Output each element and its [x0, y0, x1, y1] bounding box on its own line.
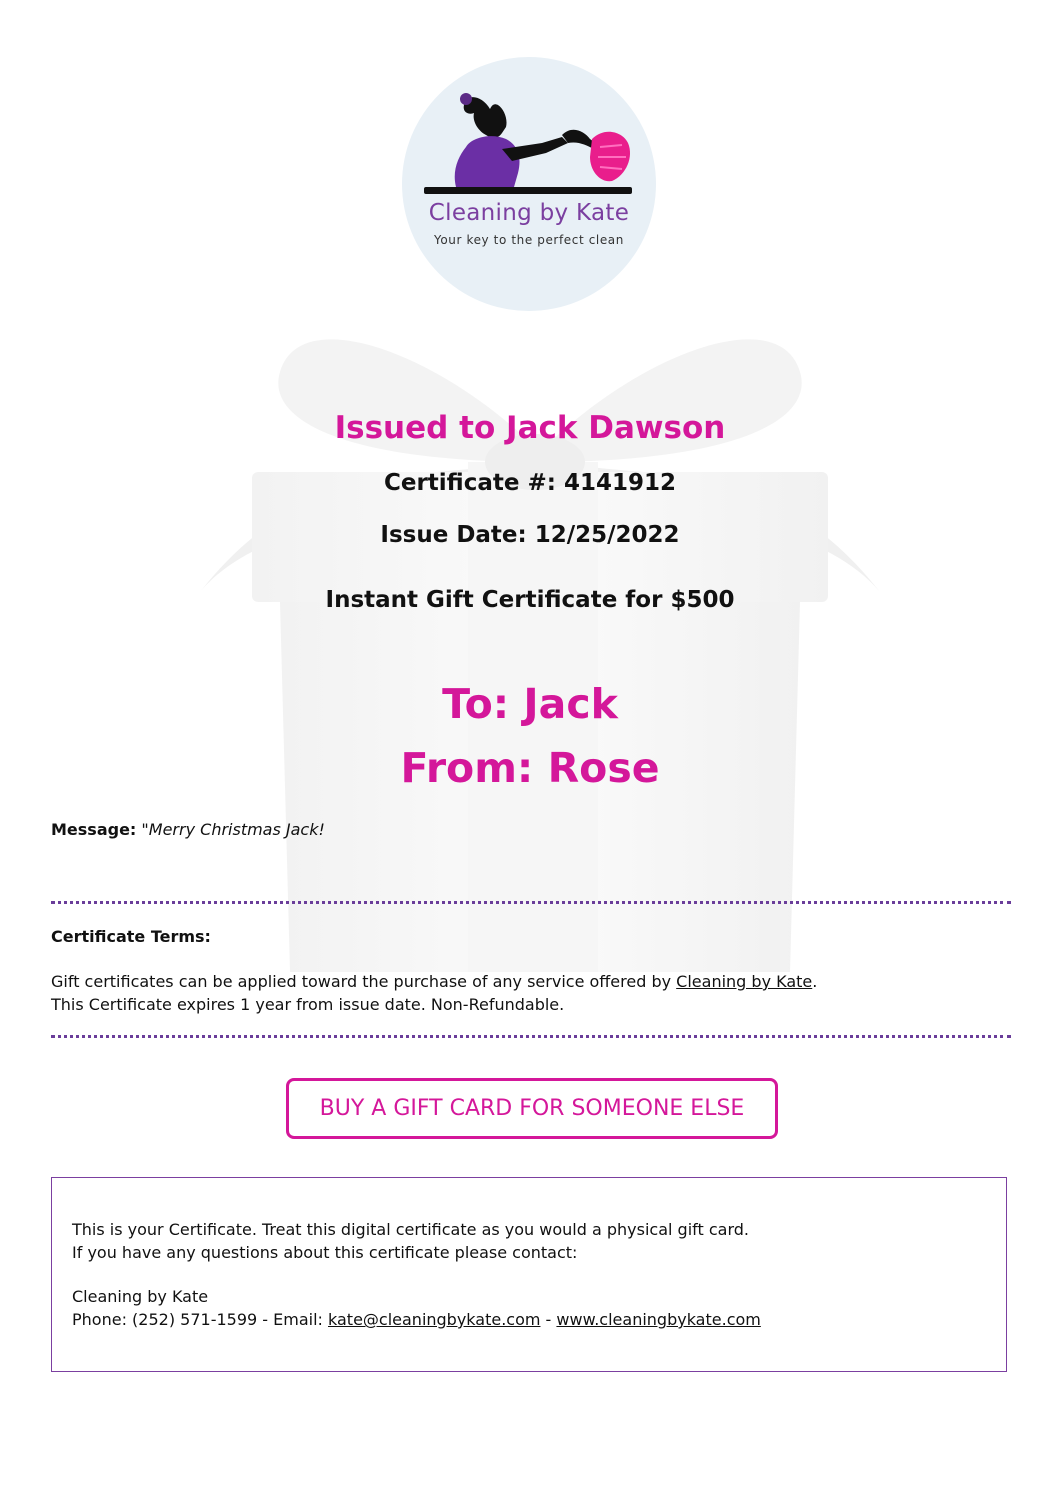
buy-gift-card-button[interactable]: BUY A GIFT CARD FOR SOMEONE ELSE	[286, 1078, 778, 1139]
certificate-number: Certificate #: 4141912	[383, 470, 676, 496]
from-sender: From: Rose	[400, 744, 660, 792]
company-logo	[402, 57, 656, 311]
terms-line-2: This Certificate expires 1 year from issue date. Non-Refundable.	[51, 995, 565, 1014]
terms-line-1-text: Gift certificates can be applied toward the purchase of any service offered by	[51, 972, 677, 991]
to-recipient: To: Jack	[442, 680, 618, 728]
company-link[interactable]: Cleaning by Kate	[676, 972, 813, 991]
info-line-2: If you have any questions about this certificate please contact:	[72, 1243, 578, 1262]
terms-line-1	[51, 970, 817, 993]
divider	[51, 1035, 1011, 1038]
divider	[51, 901, 1011, 904]
separator: -	[540, 1310, 557, 1329]
website-link[interactable]: www.cleaningbykate.com	[556, 1310, 761, 1329]
cleaning-lady-icon	[422, 87, 637, 202]
terms-line-1-suffix: .	[812, 972, 818, 991]
logo-tagline: Your key to the perfect clean	[434, 233, 624, 247]
message-text: "Merry Christmas Jack!	[141, 820, 325, 839]
company-name: Cleaning by Kate	[72, 1287, 209, 1306]
issued-to-heading: Issued to Jack Dawson	[334, 410, 726, 446]
email-link[interactable]: kate@cleaningbykate.com	[328, 1310, 541, 1329]
contact-line	[72, 1308, 761, 1331]
terms-text	[51, 970, 817, 1016]
issue-date: Issue Date: 12/25/2022	[380, 522, 680, 548]
phone-text: Phone: (252) 571-1599 - Email:	[72, 1310, 328, 1329]
contact-info-box	[51, 1177, 1007, 1372]
terms-title: Certificate Terms:	[51, 927, 211, 946]
info-line-1: This is your Certificate. Treat this digital certificate as you would a physical gift card.	[72, 1220, 749, 1239]
message-label: Message:	[51, 820, 137, 839]
certificate-title: Instant Gift Certificate for $500	[325, 587, 735, 613]
gift-message	[51, 820, 325, 839]
logo-name: Cleaning by Kate	[428, 200, 630, 226]
